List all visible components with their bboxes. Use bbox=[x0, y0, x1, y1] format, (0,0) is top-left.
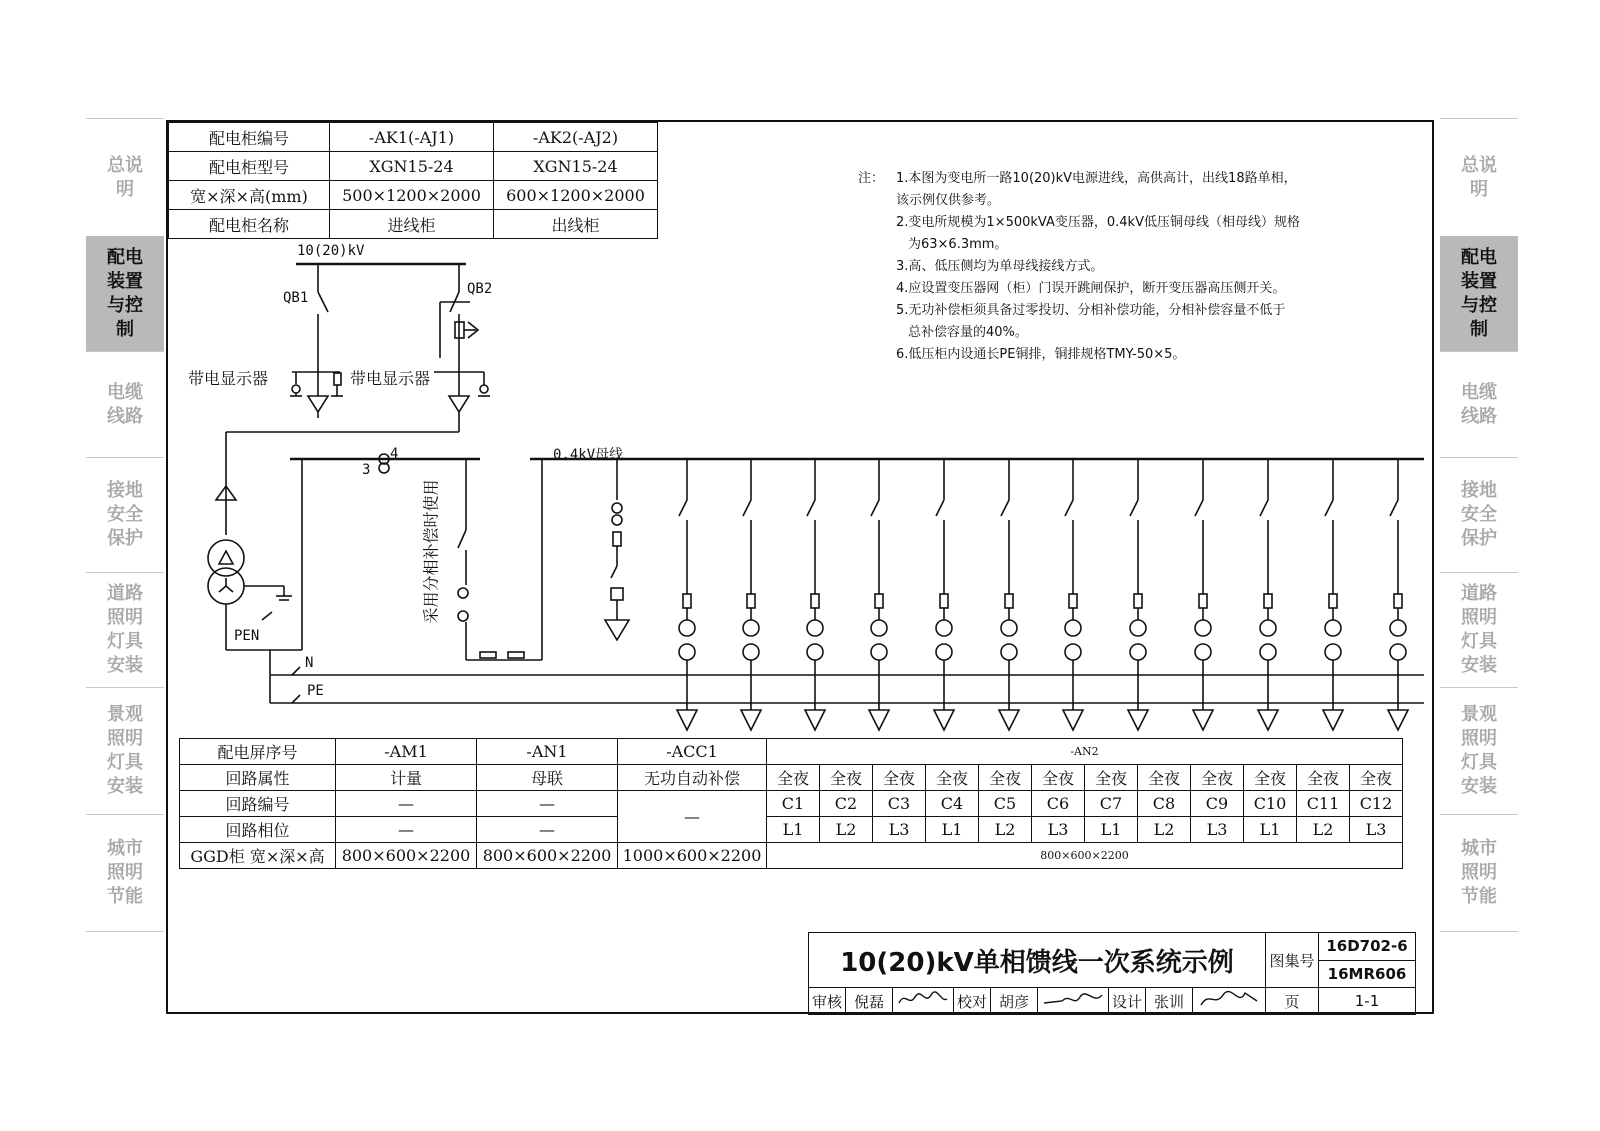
lv-cell: C5 bbox=[979, 791, 1032, 817]
lv-cell: L2 bbox=[820, 817, 873, 843]
pe-label: PE bbox=[307, 683, 324, 699]
lv-cell: L3 bbox=[1032, 817, 1085, 843]
design-label: 设计 bbox=[1109, 988, 1146, 1015]
designer-signature bbox=[1193, 988, 1266, 1015]
right-tab-landscape-lighting[interactable]: 景观照明灯具安装 bbox=[1440, 687, 1518, 814]
lv-row-label: 回路属性 bbox=[180, 765, 336, 791]
note-5: 5.无功补偿柜须具备过零投切、分相补偿功能，分相补偿容量不低于 bbox=[896, 303, 1286, 318]
lv-cell: 母联 bbox=[477, 765, 618, 791]
lv-row-label: 回路编号 bbox=[180, 791, 336, 817]
feeder-c11 bbox=[1323, 459, 1343, 730]
check-label: 校对 bbox=[954, 988, 991, 1015]
vertical-note: 采用分相补偿时使用 bbox=[421, 479, 441, 624]
lv-cell: 全夜 bbox=[767, 765, 820, 791]
feeder-c5 bbox=[934, 459, 954, 730]
ct-label-4: 4 bbox=[390, 446, 399, 462]
note-2-cont: 为63×6.3mm。 bbox=[908, 237, 1008, 252]
note-3: 3.高、低压侧均为单母线接线方式。 bbox=[896, 259, 1104, 274]
lv-cell: C9 bbox=[1191, 791, 1244, 817]
table-row bbox=[180, 765, 1403, 791]
lv-cell: 800×600×2200 bbox=[336, 843, 477, 869]
left-tab-grounding[interactable]: 接地安全保护 bbox=[86, 457, 164, 572]
feeder-group bbox=[677, 459, 1408, 730]
reviewer: 倪磊 bbox=[846, 988, 893, 1015]
indicator-label-1: 带电显示器 bbox=[188, 369, 269, 388]
lv-cell: 全夜 bbox=[1032, 765, 1085, 791]
right-tab-grounding[interactable]: 接地安全保护 bbox=[1440, 457, 1518, 572]
lv-cell: — bbox=[618, 791, 767, 843]
lv-bus-label: 0.4kV母线 bbox=[553, 447, 624, 463]
lv-cell: C3 bbox=[873, 791, 926, 817]
fuse-icon bbox=[334, 373, 341, 385]
ct-label-3: 3 bbox=[362, 462, 371, 478]
drawing-title: 10(20)kV单相馈线一次系统示例 bbox=[809, 933, 1266, 988]
feeder-c9 bbox=[1193, 459, 1213, 730]
lv-cell: C6 bbox=[1032, 791, 1085, 817]
feeder-c7 bbox=[1063, 459, 1083, 730]
fuse-icon bbox=[480, 652, 496, 658]
hv-row-label: 配电柜编号 bbox=[169, 123, 330, 152]
lv-cell: C12 bbox=[1350, 791, 1403, 817]
lv-row-label: GGD柜 宽×深×高 bbox=[180, 843, 336, 869]
indicator-label-2: 带电显示器 bbox=[350, 369, 431, 388]
feeder-c4 bbox=[869, 459, 889, 730]
lv-cell: C7 bbox=[1085, 791, 1138, 817]
left-tab-distribution[interactable]: 配电装置与控制 bbox=[86, 236, 164, 351]
page-no: 1-1 bbox=[1319, 988, 1416, 1015]
lv-cell: — bbox=[336, 817, 477, 843]
checker-signature bbox=[1038, 988, 1109, 1015]
note-2: 2.变电所规模为1×500kVA变压器，0.4kV低压铜母线（相母线）规格 bbox=[896, 215, 1300, 230]
indicator-lamp-icon bbox=[292, 385, 300, 393]
lv-cell: C4 bbox=[926, 791, 979, 817]
hv-row-label: 配电柜名称 bbox=[169, 210, 330, 239]
table-row bbox=[180, 739, 1403, 765]
designer: 张训 bbox=[1146, 988, 1193, 1015]
lv-cell: 全夜 bbox=[1138, 765, 1191, 791]
hv-bus-label: 10(20)kV bbox=[297, 243, 365, 259]
feeder-c8 bbox=[1128, 459, 1148, 730]
feeder-c12 bbox=[1388, 459, 1408, 730]
left-tab-road-lighting[interactable]: 道路照明灯具安装 bbox=[86, 572, 164, 687]
hv-cell: 500×1200×2000 bbox=[330, 181, 494, 210]
left-tab-energy[interactable]: 城市照明节能 bbox=[86, 814, 164, 932]
hv-cell: 600×1200×2000 bbox=[494, 181, 658, 210]
lv-cell: 800×600×2200 bbox=[477, 843, 618, 869]
table-row bbox=[180, 817, 1403, 843]
transformer-primary-icon bbox=[208, 540, 244, 576]
lv-cell: C1 bbox=[767, 791, 820, 817]
right-tab-energy[interactable]: 城市照明节能 bbox=[1440, 814, 1518, 932]
lv-cell: 全夜 bbox=[1297, 765, 1350, 791]
review-label: 审核 bbox=[809, 988, 846, 1015]
lv-cell: C2 bbox=[820, 791, 873, 817]
feeder-c2 bbox=[741, 459, 761, 730]
right-tab-road-lighting[interactable]: 道路照明灯具安装 bbox=[1440, 572, 1518, 687]
checker: 胡彦 bbox=[991, 988, 1038, 1015]
lv-cell: 全夜 bbox=[1085, 765, 1138, 791]
lv-cell: — bbox=[477, 817, 618, 843]
reviewer-signature bbox=[893, 988, 954, 1015]
pen-label: PEN bbox=[234, 628, 260, 644]
lv-cell: L1 bbox=[1085, 817, 1138, 843]
feeder-c10 bbox=[1258, 459, 1278, 730]
lv-cell: 800×600×2200 bbox=[767, 843, 1403, 869]
lv-cell: 全夜 bbox=[820, 765, 873, 791]
note-1-cont: 该示例仅供参考。 bbox=[896, 193, 1001, 208]
lv-cell: 无功自动补偿 bbox=[618, 765, 767, 791]
lv-cell: 全夜 bbox=[1191, 765, 1244, 791]
hv-row-label: 配电柜型号 bbox=[169, 152, 330, 181]
n-label: N bbox=[305, 655, 314, 671]
lv-cell: L2 bbox=[1138, 817, 1191, 843]
lv-cell: L3 bbox=[1191, 817, 1244, 843]
atlas-label: 图集号 bbox=[1266, 933, 1319, 988]
note-4: 4.应设置变压器网（柜）门误开跳闸保护，断开变压器高压侧开关。 bbox=[896, 281, 1286, 296]
page-label: 页 bbox=[1266, 988, 1319, 1015]
cable-head-icon bbox=[449, 396, 469, 412]
lv-cell: L1 bbox=[1244, 817, 1297, 843]
note-6: 6.低压柜内设通长PE铜排，铜排规格TMY-50×5。 bbox=[896, 347, 1186, 362]
lv-cell: C8 bbox=[1138, 791, 1191, 817]
hv-cell: -AK2(-AJ2) bbox=[494, 123, 658, 152]
right-tab-general[interactable]: 总说明 bbox=[1440, 118, 1518, 236]
left-tab-cable[interactable]: 电缆线路 bbox=[86, 351, 164, 457]
lv-cell: L3 bbox=[1350, 817, 1403, 843]
lv-panel-table bbox=[179, 738, 1403, 869]
contactor-icon bbox=[611, 588, 623, 600]
lv-cell: -AM1 bbox=[336, 739, 477, 765]
lv-cell: 全夜 bbox=[873, 765, 926, 791]
table-row bbox=[809, 988, 1416, 1015]
feeder-c3 bbox=[805, 459, 825, 730]
lv-cell: — bbox=[336, 791, 477, 817]
lv-cell: 计量 bbox=[336, 765, 477, 791]
lv-row-label: 配电屏序号 bbox=[180, 739, 336, 765]
lv-cell: -ACC1 bbox=[618, 739, 767, 765]
hv-cell: XGN15-24 bbox=[494, 152, 658, 181]
hv-cell: -AK1(-AJ1) bbox=[330, 123, 494, 152]
table-row bbox=[809, 933, 1416, 961]
lv-cell: 全夜 bbox=[926, 765, 979, 791]
table-row bbox=[180, 843, 1403, 869]
lv-cell: -AN1 bbox=[477, 739, 618, 765]
indicator-lamp-icon bbox=[480, 385, 488, 393]
hv-row-label: 宽×深×高(mm) bbox=[169, 181, 330, 210]
note-5-cont: 总补偿容量的40%。 bbox=[908, 325, 1028, 340]
lv-cell: L2 bbox=[979, 817, 1032, 843]
note-1: 注： 1.本图为变电所一路10(20)kV电源进线，高供高计，出线18路单相， bbox=[858, 171, 1297, 186]
hv-cell: 进线柜 bbox=[330, 210, 494, 239]
cable-head-icon bbox=[308, 396, 328, 412]
lv-cell: 全夜 bbox=[1350, 765, 1403, 791]
qb1-label: QB1 bbox=[283, 290, 309, 306]
lv-cell: — bbox=[477, 791, 618, 817]
lv-cell: L1 bbox=[767, 817, 820, 843]
left-tab-landscape-lighting[interactable]: 景观照明灯具安装 bbox=[86, 687, 164, 814]
capacitor-icon bbox=[605, 620, 629, 640]
lv-cell: -AN2 bbox=[767, 739, 1403, 765]
left-tab-general[interactable]: 总说明 bbox=[86, 118, 164, 236]
lv-cell: C10 bbox=[1244, 791, 1297, 817]
hv-cell: 出线柜 bbox=[494, 210, 658, 239]
hv-cell: XGN15-24 bbox=[330, 152, 494, 181]
table-row bbox=[180, 791, 1403, 817]
lv-cell: 全夜 bbox=[979, 765, 1032, 791]
right-tab-distribution[interactable]: 配电装置与控制 bbox=[1440, 236, 1518, 351]
lv-cell: 1000×600×2200 bbox=[618, 843, 767, 869]
lv-cell: L3 bbox=[873, 817, 926, 843]
lv-cell: L2 bbox=[1297, 817, 1350, 843]
lv-row-label: 回路相位 bbox=[180, 817, 336, 843]
atlas-no-2: 16MR606 bbox=[1319, 960, 1416, 988]
feeder-c6 bbox=[999, 459, 1019, 730]
title-block bbox=[808, 932, 1416, 1015]
atlas-no-1: 16D702-6 bbox=[1319, 933, 1416, 961]
lv-cell: C11 bbox=[1297, 791, 1350, 817]
feeder-c1 bbox=[677, 459, 697, 730]
lv-cell: L1 bbox=[926, 817, 979, 843]
right-tab-cable[interactable]: 电缆线路 bbox=[1440, 351, 1518, 457]
qb2-label: QB2 bbox=[467, 281, 493, 297]
lv-cell: 全夜 bbox=[1244, 765, 1297, 791]
qb1-switch bbox=[318, 292, 328, 312]
